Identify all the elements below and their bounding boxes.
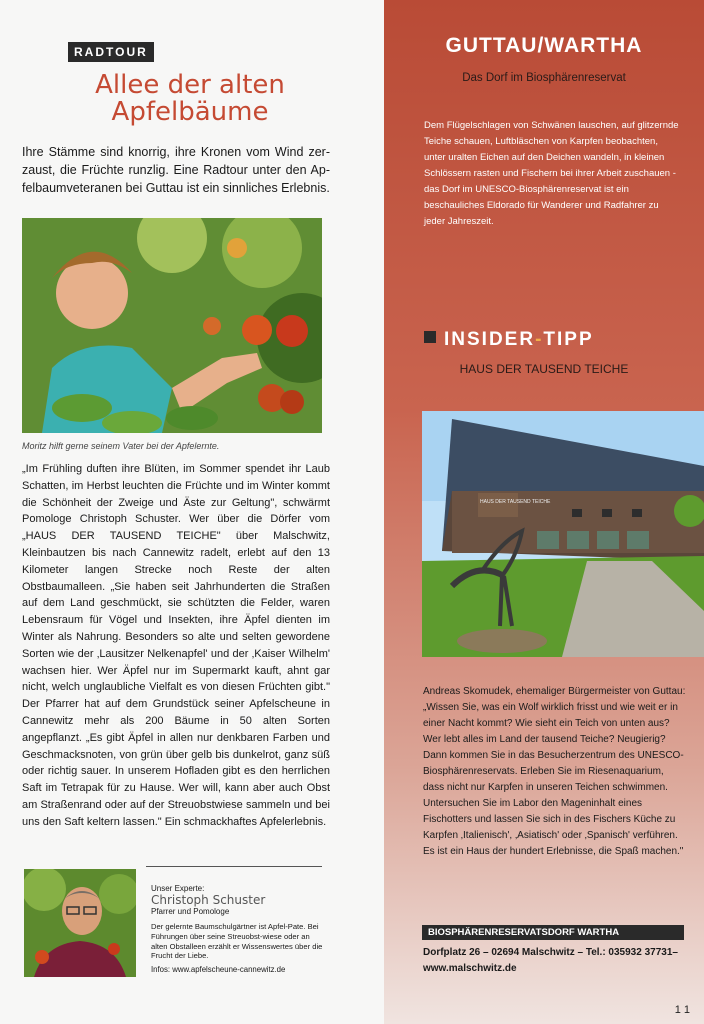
expert-name: Christoph Schuster <box>151 893 266 907</box>
expert-box <box>151 884 327 974</box>
article-body: „Im Frühling duften ihre Blüten, im Sommer spendet ihr Laub Schatten, im Herbst leuchten die Früchte und im Winter kommt die Schönheit der Zweige und Äste zur Geltung", schwärmt Pomologe Christoph Schuster. Wer über die Dörfer vom „HAUS DER TAUSEND TEICHE" über Malschwitz, Kleinbautzen bis nach Cannewitz radelt, erlebt auf den 13 Kilometer langen Strecke noch Reste der alten Obstbaumalleen. „Sie haben seit Jahrhunderten die Straßen auf dem Land geschmückt, sie schützten die Felder, waren Lebensraum für Vögel und Insekten, ihre Äpfel dienten im Winter als Nahrung. Besonders so alte und selten gewordene Sorten wie der ‚Lausitzer Nelkenapfel' und der ‚Kaiser Wilhelm' wachsen hier. Wer Äpfel nur im Supermarkt kauft, ahnt gar nicht, welch unglaubliche Vielfalt es von diesen Früchten gibt." Der Pfarrer hat auf dem Grundstück seiner Apfelscheune in Cannewitz mehr als 200 Bäume in 50 alten Sorten angepflanzt. „Es gibt Äpfel in allen nur denkbaren Farben und Geschmacksnoten, von grün über gelb bis dunkelrot, ganz süß oder richtig sauer. In unserem Hofladen gibt es den herrlichen Saft im Tetrapak für zu Hause. Wer will, kann aber auch Obst am Straßenrand oder auf der Streuobstwiese sammeln und bei uns den Saft keltern lassen." Ein schmackhaftes Apfelerlebnis. <box>22 463 330 828</box>
expert-label: Unser Experte: <box>151 884 205 893</box>
expert-description: Der gelernte Baumschulgärtner ist Apfel-Pate. Bei Führungen über seine Streuobst-wiese oder an alten Obstalleen erzählt er Wissenswertes über die Frucht der Liebe. <box>151 922 323 961</box>
section-tag: RADTOUR <box>68 42 154 62</box>
divider <box>146 866 322 867</box>
building-sign: HAUS DER TAUSEND TEICHE <box>480 499 551 505</box>
headline-line-1: Allee der alten <box>95 70 285 100</box>
intro-text: Ihre Stämme sind knorrig, ihre Kronen vom Wind zer-zaust, die Früchte runzlig. Eine Radtour unter den Ap-felbaumveteranen bei Guttau ist ein sinnliches Erlebnis. <box>22 145 330 195</box>
headline <box>20 72 360 126</box>
expert-portrait <box>24 869 136 977</box>
insider-subtitle: HAUS DER TAUSEND TEICHE <box>459 362 629 376</box>
headline-line-2: Apfelbäume <box>111 97 269 127</box>
right-column <box>384 0 704 1024</box>
apple-harvest-photo <box>22 218 322 433</box>
website-link[interactable]: www.malschwitz.de <box>423 963 517 974</box>
insider-tipp-heading <box>424 329 704 351</box>
village-intro: Dem Flügelschlagen von Schwänen lauschen, auf glitzernde Teiche schauen, Luftbläschen von Karpfen beobachten, unter uralten Eichen auf den Deichen wandeln, in kleinen Schlössern rasten und Fischern bei ihrer Arbeit zuschauen - das Dorf im UNESCO-Biosphärenreservat ist ein beschauliches Eldorado für Wanderer und Radfahrer zu jeder Jahreszeit. <box>424 120 679 227</box>
insider-dash: - <box>535 329 544 350</box>
address-line: Dorfplatz 26 – 02694 Malschwitz – Tel.: 035932 37731– <box>423 947 678 958</box>
page-number: 1 1 <box>674 1004 690 1016</box>
village-subtitle: Das Dorf im Biosphärenreservat <box>462 72 626 84</box>
village-title: GUTTAU/WARTHA <box>445 34 643 57</box>
contact-bar: BIOSPHÄRENRESERVATSDORF WARTHA <box>422 925 684 940</box>
insider-word: INSIDER <box>444 329 536 350</box>
building-photo <box>422 411 704 657</box>
expert-role: Pfarrer und Pomologe <box>151 907 230 916</box>
tipp-word: TIPP <box>543 329 594 350</box>
photo-caption: Moritz hilft gerne seinem Vater bei der Apfelernte. <box>22 441 220 451</box>
square-bullet-icon <box>424 331 436 343</box>
expert-website: Infos: www.apfelscheune-cannewitz.de <box>151 965 286 975</box>
insider-body: Andreas Skomudek, ehemaliger Bürgermeister von Guttau: „Wissen Sie, was ein Wolf wirklich frisst und wie weit er in einer Nacht kommt? Wie sieht ein Teich von unten aus? Wer lebt alles im Land der tausend Teiche? Neugierig? Dann kommen Sie in das Besucherzentrum des UNESCO-Biosphärenreservats. Erleben Sie im Riesenaquarium, dass nicht nur Karpfen in unseren Teichen schwimmen. Untersuchen Sie im Labor den Mageninhalt eines Fischotters und lassen Sie sich in des Fischers Küche zu Karpfen ‚Italienisch', ‚Asiatisch' oder ‚Spanisch' verführen. Es ist ein Haus der hundert Erlebnisse, die Spaß machen." <box>423 686 686 857</box>
contact-address <box>423 945 693 977</box>
